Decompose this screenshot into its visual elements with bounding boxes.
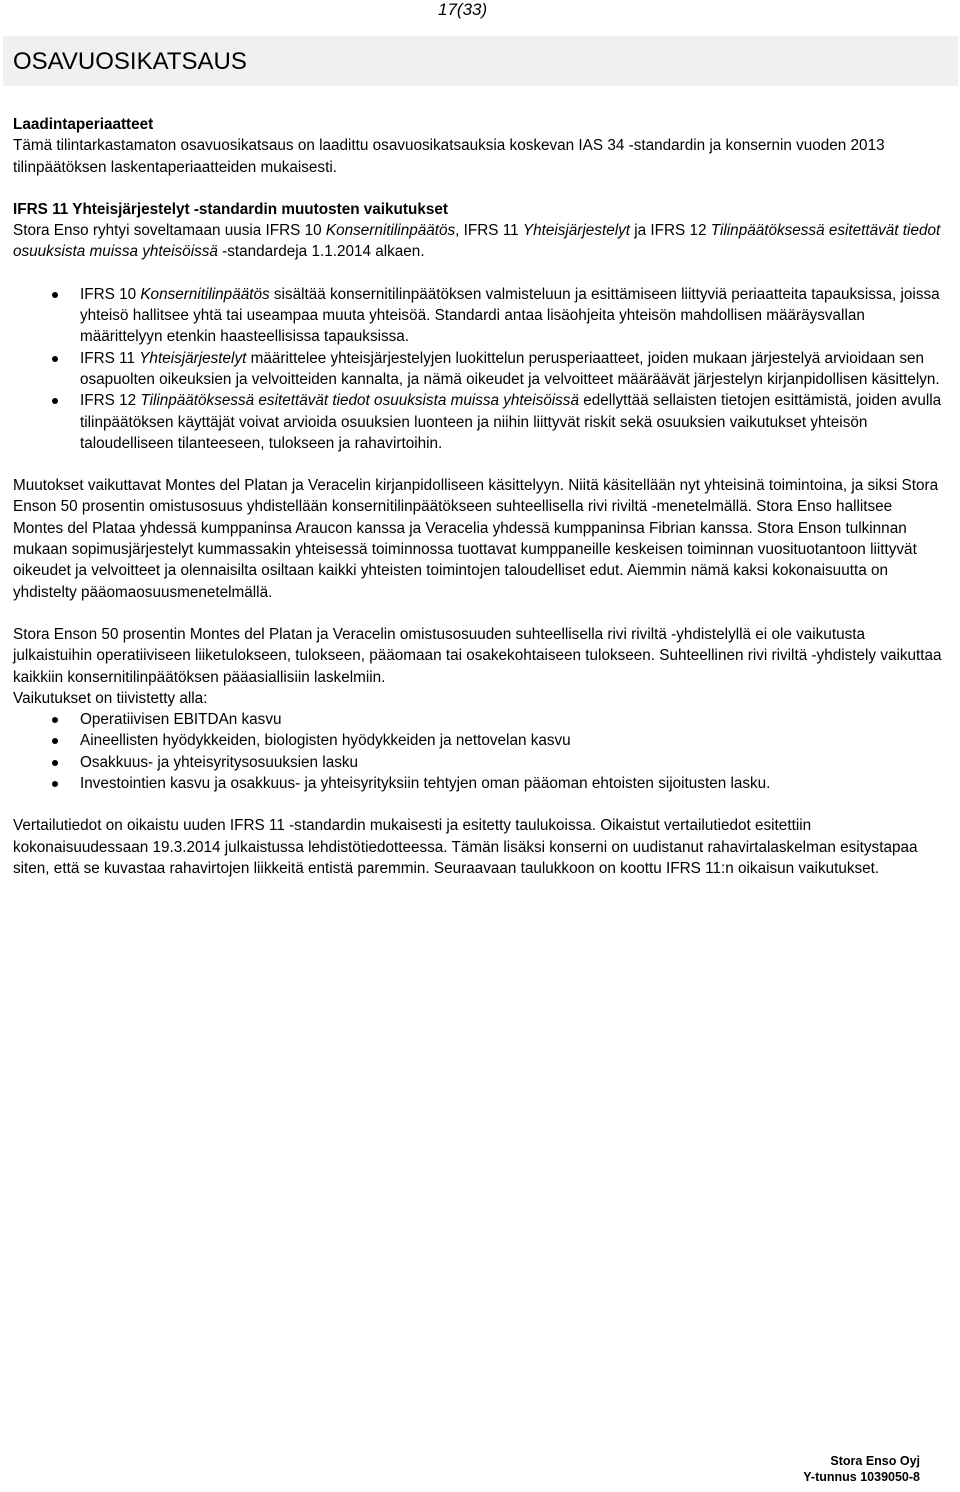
effects-paragraph: Stora Enson 50 prosentin Montes del Platan ja Veracelin omistusosuuden suhteellisella rivi riviltä -yhdistelyllä ei ole vaikutusta julkaistuihin operatiiviseen liiketulokseen, tulokseen, pääomaan tai osakekohtaiseen tulokseen. Suhteellinen rivi riviltä -yhdistely vaikuttaa kaikkiin konsernitilinpäätöksen pääasiallisiin laskelmiin. [13, 625, 942, 686]
document-body [13, 114, 943, 879]
list-item: Osakkuus- ja yhteisyritysosuuksien lasku [80, 752, 943, 773]
list-item: IFRS 11 Yhteisjärjestelyt määrittelee yhteisjärjestelyjen luokittelun perusperiaatteet, joiden mukaan järjestelyä arvioidaan sen osapuolten oikeuksien ja velvoitteiden kannalta, ja nämä oikeudet ja velvoitteet määräävät järjestelyn kirjanpidollisen käsittelyn. [80, 348, 943, 391]
page-footer [803, 1453, 920, 1485]
document-title: OSAVUOSIKATSAUS [13, 48, 247, 75]
effects-intro: Vaikutukset on tiivistetty alla: [13, 689, 208, 707]
list-item: IFRS 10 Konsernitilinpäätös sisältää konsernitilinpäätöksen valmisteluun ja esittämiseen liittyviä periaatteita tapauksissa, joissa yhteisö hallitsee yhtä tai useampaa muuta yhteisöä. Standardi antaa lisäohjeita yhteisön mahdollisen määräysvallan määrittelyyn etenkin haasteellisissa tapauksissa. [80, 284, 943, 348]
page-number: 17(33) [438, 0, 488, 19]
changes-paragraph: Muutokset vaikuttavat Montes del Platan ja Veracelin kirjanpidolliseen käsittelyyn. Niitä käsitellään nyt yhteisinä toimintoina, ja siksi Stora Enson 50 prosentin omistusosuus yhdistellään konsernitilinpäätökseen suhteellisella rivi riviltä -menetelmällä. Stora Enso hallitsee Montes del Plataa yhdessä kumppaninsa Araucon kanssa ja Veracelia yhdessä kumppaninsa Fibrian kanssa. Stora Enson tulkinnan mukaan sopimusjärjestelyt kummassakin yhteisessä toiminnossa tuottavat kumppaneille keskeisen toiminnan vuosituotantoon liittyvät oikeudet ja velvoitteet ja olennaisilta osiltaan kaikki yhteisten toimintojen taloudelliset edut. Aiemmin nämä kaksi kokonaisuutta on yhdistelty pääomaosuusmenetelmällä. [13, 477, 939, 601]
effects-bullet-list [13, 709, 943, 794]
section-heading-accounting-principles: Laadintaperiaatteet [13, 116, 154, 133]
list-item: Aineellisten hyödykkeiden, biologisten hyödykkeiden ja nettovelan kasvu [80, 730, 943, 751]
footer-company: Stora Enso Oyj [830, 1454, 920, 1468]
list-item: Investointien kasvu ja osakkuus- ja yhteisyrityksiin tehtyjen oman pääoman ehtoisten sijoitusten lasku. [80, 773, 943, 794]
section-heading-ifrs11: IFRS 11 Yhteisjärjestelyt -standardin muutosten vaikutukset [13, 200, 448, 218]
title-band [3, 36, 958, 86]
ifrs-intro-paragraph: Stora Enso ryhtyi soveltamaan uusia IFRS 10 Konsernitilinpäätös, IFRS 11 Yhteisjärjestelyt ja IFRS 12 Tilinpäätöksessä esitettävät tiedot osuuksista muissa yhteisöissä -standardeja 1.1.2014 alkaen. [13, 222, 941, 261]
footer-business-id: Y-tunnus 1039050-8 [803, 1470, 920, 1484]
comparatives-paragraph: Vertailutiedot on oikaistu uuden IFRS 11 -standardin mukaisesti ja esitetty taulukoissa. Oikaistut vertailutiedot esitettiin kokonaisuudessaan 19.3.2014 julkaistussa lehdistötiedotteessa. Tämän lisäksi konserni on uudistanut rahavirtalaskelman esitystapaa siten, että se kuvastaa rahavirtojen liikkeitä entistä paremmin. Seuraavaan taulukkoon on koottu IFRS 11:n oikaisun vaikutukset. [13, 817, 918, 877]
accounting-principles-text: Tämä tilintarkastamaton osavuosikatsaus on laadittu osavuosikatsauksia koskevan IAS 34 -standardin ja konsernin vuoden 2013 tilinpäätöksen laskentaperiaatteiden mukaisesti. [13, 137, 885, 176]
list-item: Operatiivisen EBITDAn kasvu [80, 709, 943, 730]
ifrs-bullet-list [13, 284, 943, 454]
list-item: IFRS 12 Tilinpäätöksessä esitettävät tiedot osuuksista muissa yhteisöissä edellyttää sellaisten tietojen esittämistä, joiden avulla tilinpäätöksen käyttäjät voivat arvioida osuuksien luonteen ja niihin liittyvät riskit sekä osuuksien vaikutukset yhteisön taloudelliseen tilanteeseen, tulokseen ja rahavirtoihin. [80, 390, 943, 454]
